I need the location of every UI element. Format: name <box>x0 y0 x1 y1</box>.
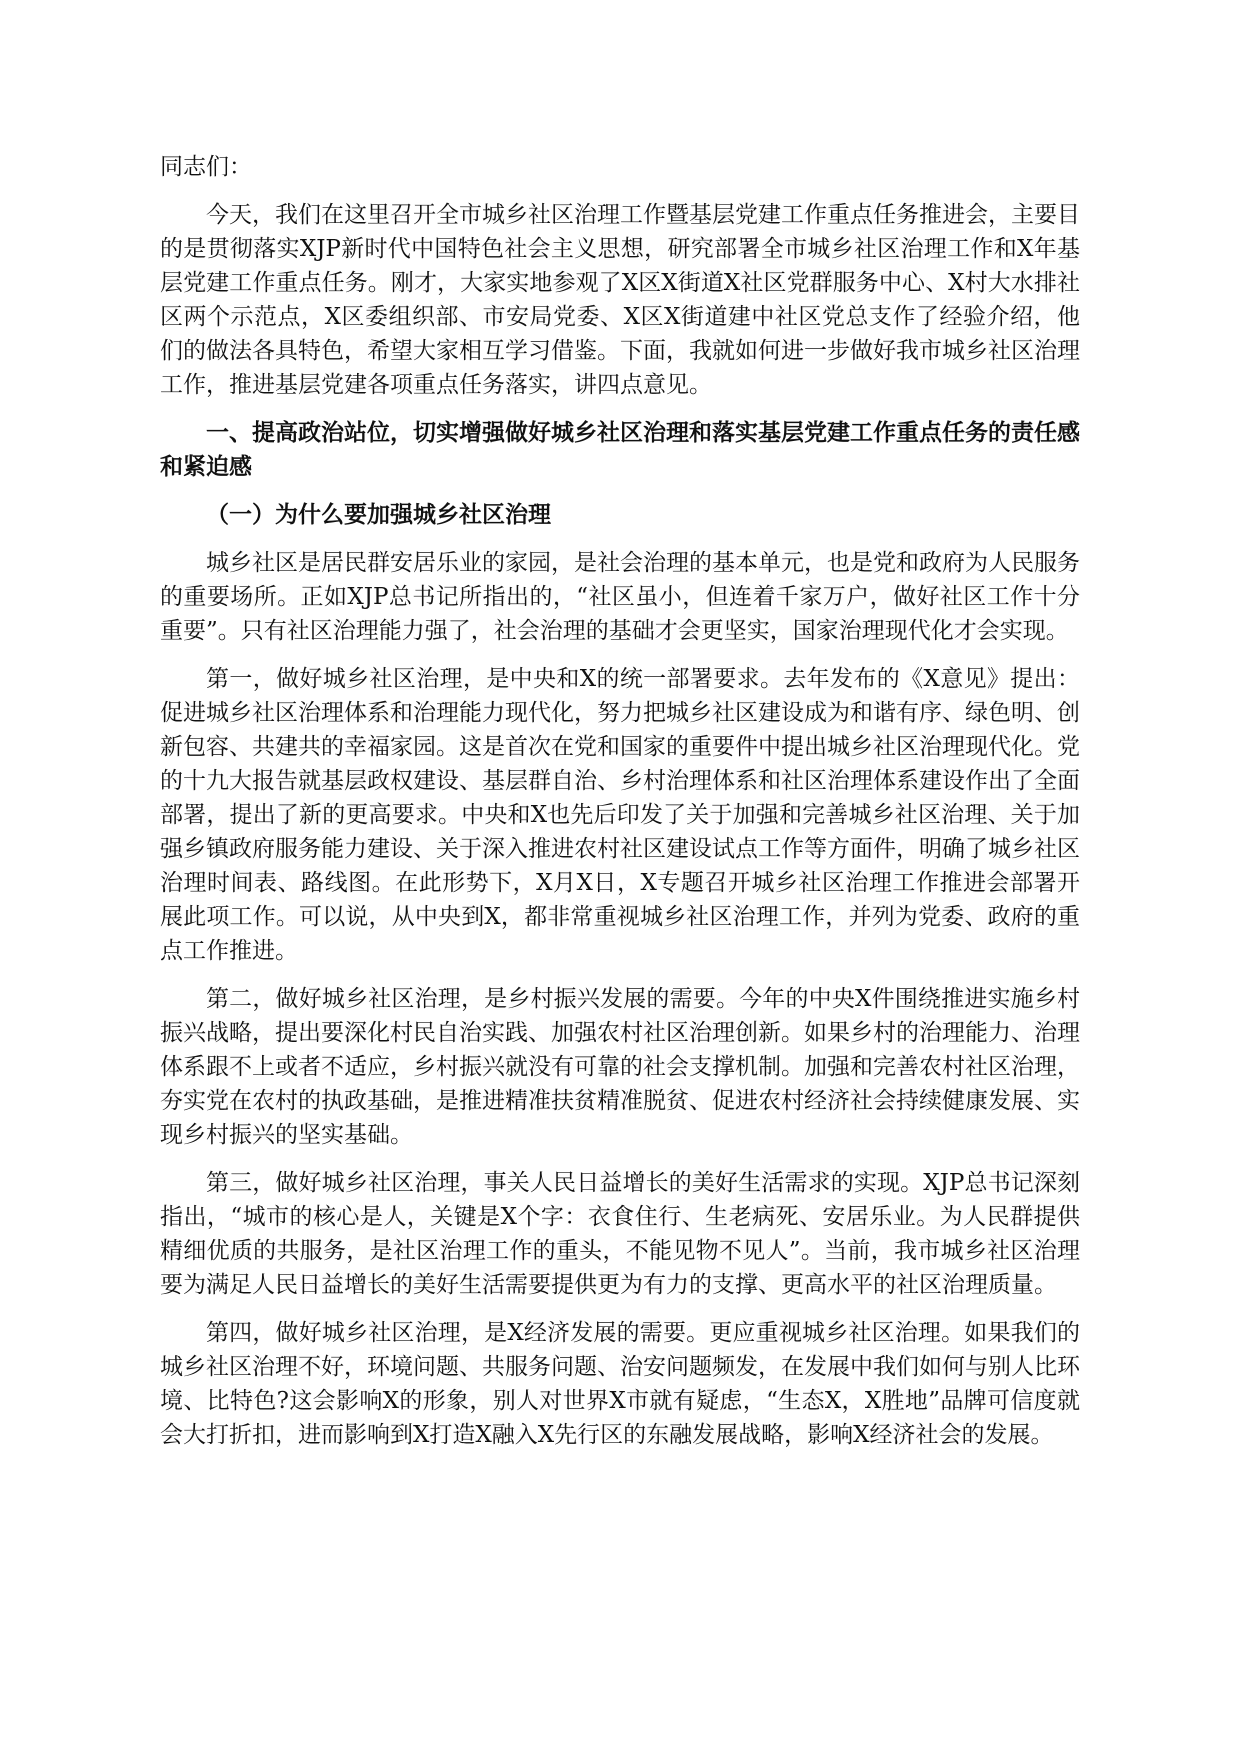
document-page <box>160 150 1080 1466</box>
body-paragraph-4: 第三，做好城乡社区治理，事关人民日益增长的美好生活需求的实现。XJP总书记深刻指出，“城市的核心是人，关键是X个字：衣食住行、生老病死、安居乐业。为人民群提供精细优质的共服务，是社区治理工作的重头，不能见物不见人”。当前，我市城乡社区治理要为满足人民日益增长的美好生活需要提供更为有力的支撑、更高水平的社区治理质量。 <box>160 1170 1080 1298</box>
section-heading-1: 一、提高政治站位，切实增强做好城乡社区治理和落实基层党建工作重点任务的责任感和紧迫感 <box>160 419 1080 480</box>
body-paragraph-5: 第四，做好城乡社区治理，是X经济发展的需要。更应重视城乡社区治理。如果我们的城乡社区治理不好，环境问题、共服务问题、治安问题频发，在发展中我们如何与别人比环境、比特色?这会影响X的形象，别人对世界X市就有疑虑，“生态X，X胜地”品牌可信度就会大打折扣，进而影响到X打造X融入X先行区的东融发展战略，影响X经济社会的发展。 <box>160 1320 1080 1448</box>
body-paragraph-3: 第二，做好城乡社区治理，是乡村振兴发展的需要。今年的中央X件围绕推进实施乡村振兴战略，提出要深化村民自治实践、加强农村社区治理创新。如果乡村的治理能力、治理体系跟不上或者不适应，乡村振兴就没有可靠的社会支撑机制。加强和完善农村社区治理，夯实党在农村的执政基础，是推进精准扶贫精准脱贫、促进农村经济社会持续健康发展、实现乡村振兴的坚实基础。 <box>160 986 1080 1148</box>
intro-paragraph: 今天，我们在这里召开全市城乡社区治理工作暨基层党建工作重点任务推进会，主要目的是贯彻落实XJP新时代中国特色社会主义思想，研究部署全市城乡社区治理工作和X年基层党建工作重点任务。刚才，大家实地参观了X区X街道X社区党群服务中心、X村大水排社区两个示范点，X区委组织部、市安局党委、X区X街道建中社区党总支作了经验介绍，他们的做法各具特色，希望大家相互学习借鉴。下面，我就如何进一步做好我市城乡社区治理工作，推进基层党建各项重点任务落实，讲四点意见。 <box>160 202 1080 398</box>
body-paragraph-1: 城乡社区是居民群安居乐业的家园，是社会治理的基本单元，也是党和政府为人民服务的重要场所。正如XJP总书记所指出的，“社区虽小，但连着千家万户，做好社区工作十分重要”。只有社区治理能力强了，社会治理的基础才会更坚实，国家治理现代化才会实现。 <box>160 550 1080 644</box>
salutation: 同志们： <box>160 154 252 180</box>
subsection-heading-1: （一）为什么要加强城乡社区治理 <box>206 501 551 528</box>
body-paragraph-2: 第一，做好城乡社区治理，是中央和X的统一部署要求。去年发布的《X意见》提出：促进城乡社区治理体系和治理能力现代化，努力把城乡社区建设成为和谐有序、绿色明、创新包容、共建共的幸福家园。这是首次在党和国家的重要件中提出城乡社区治理现代化。党的十九大报告就基层政权建设、基层群自治、乡村治理体系和社区治理体系建设作出了全面部署，提出了新的更高要求。中央和X也先后印发了关于加强和完善城乡社区治理、关于加强乡镇政府服务能力建设、关于深入推进农村社区建设试点工作等方面件，明确了城乡社区治理时间表、路线图。在此形势下，X月X日，X专题召开城乡社区治理工作推进会部署开展此项工作。可以说，从中央到X，都非常重视城乡社区治理工作，并列为党委、政府的重点工作推进。 <box>160 666 1080 964</box>
